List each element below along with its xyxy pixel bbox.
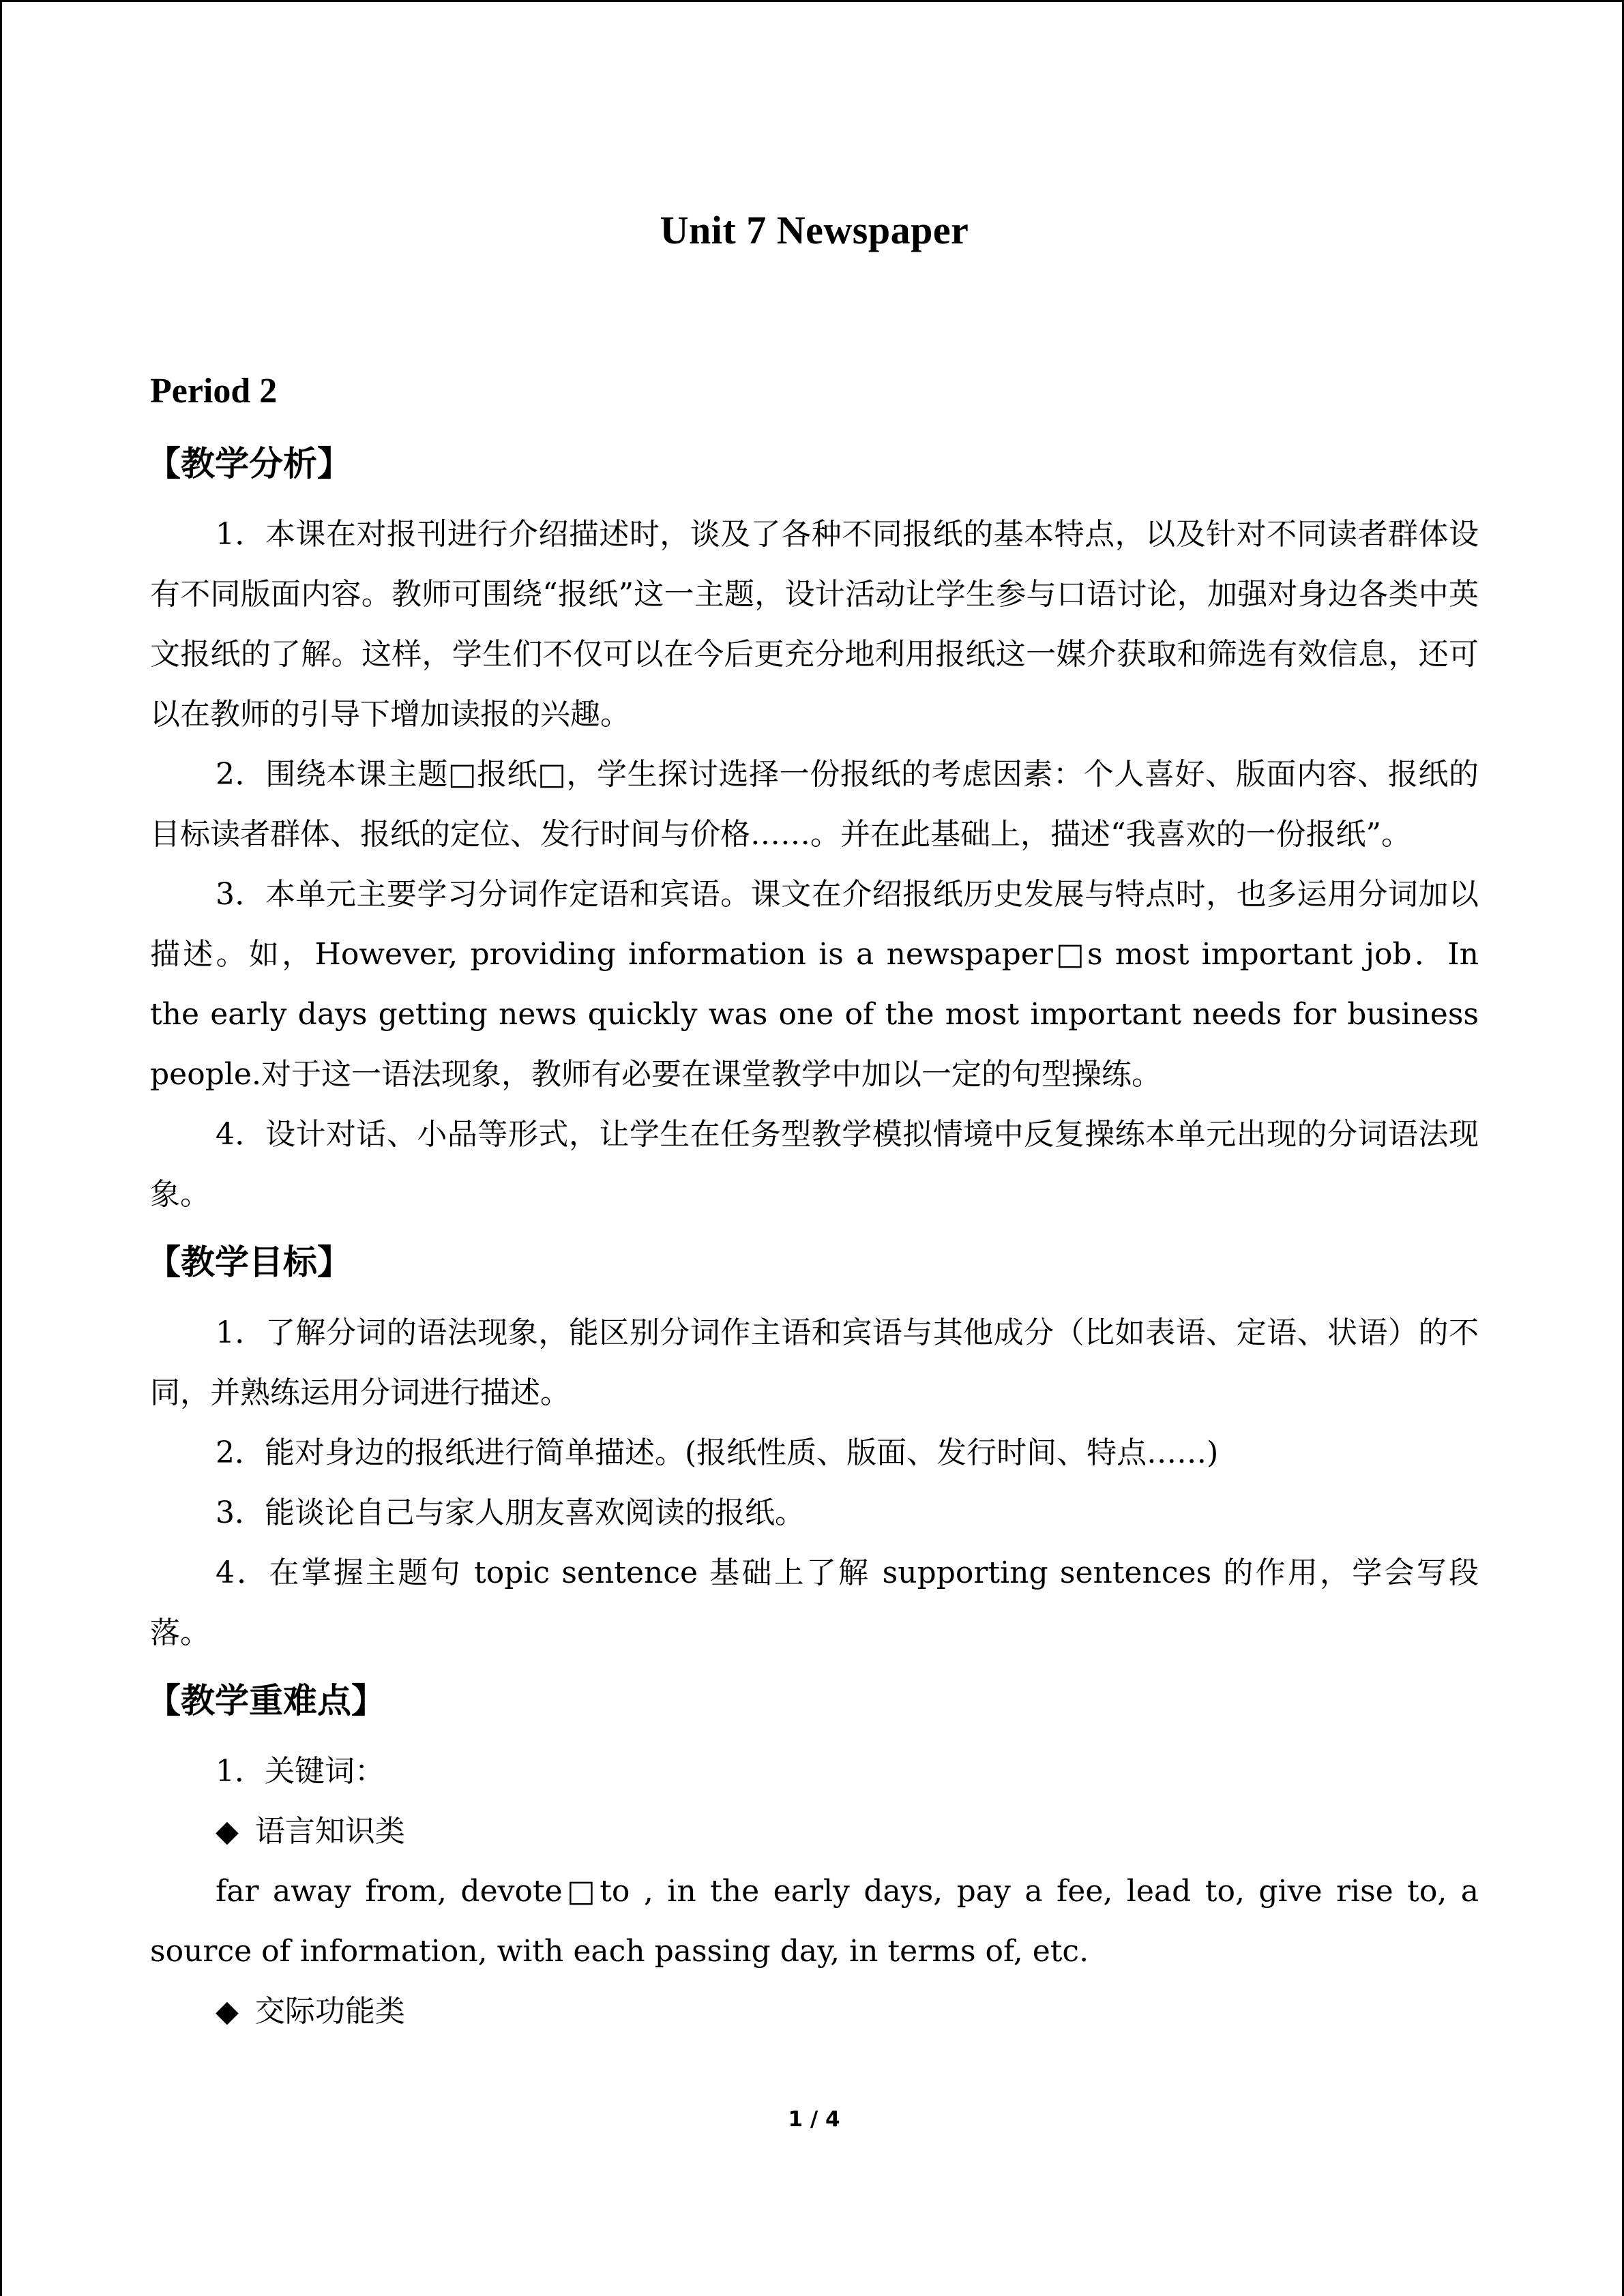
bullet-item-communication xyxy=(216,1982,1479,2042)
period-label: Period 2 xyxy=(150,371,278,411)
analysis-paragraph-4: 4．设计对话、小品等形式，让学生在任务型教学模拟情境中反复操练本单元出现的分词语法现象。 xyxy=(150,1116,1479,1212)
bullet-item-language xyxy=(216,1802,1479,1862)
analysis-paragraph-2: 2．围绕本课主题□报纸□，学生探讨选择一份报纸的考虑因素：个人喜好、版面内容、报纸的目标读者群体、报纸的定位、发行时间与价格……。并在此基础上，描述“我喜欢的一份报纸”。 xyxy=(150,756,1479,852)
page-number: 1 / 4 xyxy=(788,2107,840,2132)
analysis-paragraph-1: 1．本课在对报刊进行介绍描述时，谈及了各种不同报纸的基本特点，以及针对不同读者群体设有不同版面内容。教师可围绕“报纸”这一主题，设计活动让学生参与口语讨论，加强对身边各类中英文报纸的了解。这样，学生们不仅可以在今后更充分地利用报纸这一媒介获取和筛选有效信息，还可以在教师的引导下增加读报的兴趣。 xyxy=(150,516,1479,732)
section-heading-objectives: 【教学目标】 xyxy=(147,1242,351,1282)
analysis-paragraph-3: 3．本单元主要学习分词作定语和宾语。课文在介绍报纸历史发展与特点时，也多运用分词加以描述。如，However, providing information is a newspaper□s most important job．In the early days getting news quickly was one of the most important needs for business people.对于这一语法现象，教师有必要在课堂教学中加以一定的句型操练。 xyxy=(150,876,1479,1092)
section-heading-key-points: 【教学重难点】 xyxy=(147,1680,385,1720)
diamond-bullet-icon: ◆ xyxy=(216,1813,239,1849)
bullet-label-language: 语言知识类 xyxy=(254,1813,405,1849)
diamond-bullet-icon: ◆ xyxy=(216,1993,239,2029)
section-heading-analysis: 【教学分析】 xyxy=(147,443,351,483)
objectives-paragraph-3: 3．能谈论自己与家人朋友喜欢阅读的报纸。 xyxy=(216,1495,805,1530)
document-title: Unit 7 Newspaper xyxy=(660,208,969,252)
key-points-intro: 1．关键词： xyxy=(216,1753,385,1789)
bullet-label-communication: 交际功能类 xyxy=(254,1993,405,2029)
objectives-paragraph-1: 1．了解分词的语法现象，能区别分词作主语和宾语与其他成分（比如表语、定语、状语）的不同，并熟练运用分词进行描述。 xyxy=(150,1315,1479,1410)
document-content xyxy=(147,207,1479,2042)
key-phrases-paragraph: far away from, devote□to , in the early days, pay a fee, lead to, give rise to, a source of information, with each passing day, in terms of, etc. xyxy=(150,1873,1479,1969)
objectives-paragraph-2: 2．能对身边的报纸进行简单描述。(报纸性质、版面、发行时间、特点……) xyxy=(216,1435,1219,1470)
objectives-paragraph-4: 4．在掌握主题句 topic sentence 基础上了解 supporting sentences 的作用，学会写段落。 xyxy=(150,1555,1479,1650)
